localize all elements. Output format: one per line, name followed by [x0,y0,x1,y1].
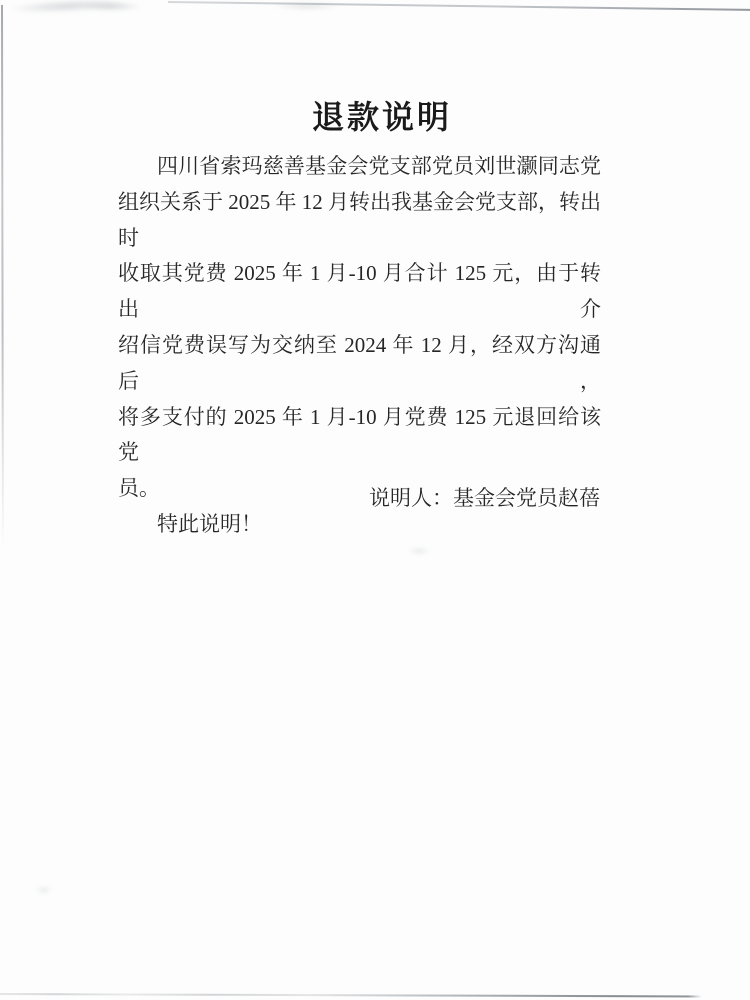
document-title: 退款说明 [312,99,453,135]
scan-smudge [36,886,52,894]
body-line: 四川省索玛慈善基金会党支部党员刘世灏同志党 [157,154,601,178]
scan-smudge [82,2,142,11]
body-line: 收取其党费 2025 年 1 月-10 月合计 125 元，由于转出介 [118,261,601,322]
body-line: 绍信党费误写为交纳至 2024 年 12 月，经双方沟通后， [118,332,601,393]
body-line: 将多支付的 2025 年 1 月-10 月党费 125 元退回给该党 [118,404,601,465]
scan-edge-left [1,5,4,545]
scan-smudge [408,548,430,554]
scan-smudge [272,2,342,10]
body-line: 员。 [118,476,160,501]
signature-line: 说明人：基金会党员赵蓓 [369,486,600,510]
body-line: 组织关系于 2025 年 12 月转出我基金会党支部，转出时 [118,189,601,250]
scan-edge-top [168,1,750,11]
body-line-closing: 特此说明！ [157,511,262,536]
scan-edge-bottom [0,993,702,997]
